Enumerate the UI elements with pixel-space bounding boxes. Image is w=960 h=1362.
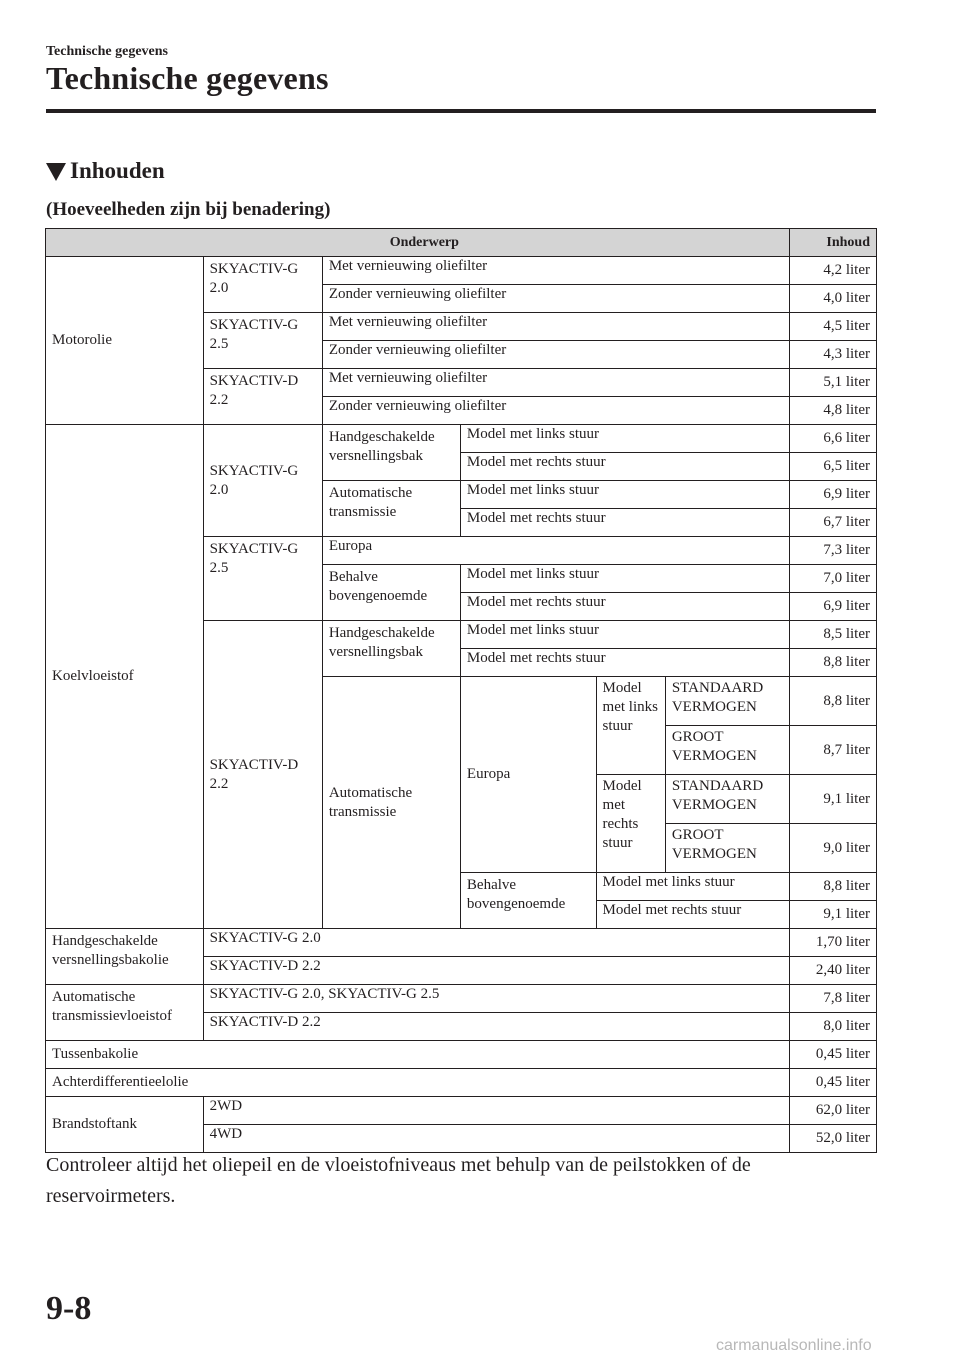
engine-label: SKYACTIV-G 2.5 — [203, 313, 322, 369]
header-rule — [46, 109, 876, 113]
manual-trans-oil-label: Handgeschakelde versnellingsbakolie — [46, 929, 204, 985]
capacity-value: 8,8 liter — [789, 677, 876, 726]
capacity-value: 6,6 liter — [789, 425, 876, 453]
capacity-value: 7,3 liter — [789, 537, 876, 565]
dipstick-note: Controleer altijd het oliepeil en de vloeistofniveaus met behulp van de peilstokken of de reservoirmeters. — [46, 1154, 751, 1207]
row-label: 4WD — [203, 1125, 789, 1153]
capacities-table — [45, 228, 877, 1153]
row-label: Model met rechts stuur — [460, 509, 789, 537]
capacity-value: 4,8 liter — [789, 397, 876, 425]
capacity-value: 7,8 liter — [789, 985, 876, 1013]
table-row — [46, 257, 877, 285]
capacity-value: 0,45 liter — [789, 1069, 876, 1097]
capacity-value: 8,8 liter — [789, 649, 876, 677]
row-label: Model met links stuur — [460, 565, 789, 593]
row-label: Zonder vernieuwing oliefilter — [322, 285, 789, 313]
row-label: SKYACTIV-G 2.0, SKYACTIV-G 2.5 — [203, 985, 789, 1013]
power-label: STANDAARD VERMOGEN — [665, 677, 789, 726]
capacity-value: 4,0 liter — [789, 285, 876, 313]
row-label: Zonder vernieuwing oliefilter — [322, 397, 789, 425]
row-label: Zonder vernieuwing oliefilter — [322, 341, 789, 369]
capacity-value: 4,3 liter — [789, 341, 876, 369]
steering-label: Model met links stuur — [596, 677, 665, 775]
chapter-title: Technische gegevens — [46, 60, 329, 96]
row-label: Met vernieuwing oliefilter — [322, 369, 789, 397]
section-subtitle: (Hoeveelheden zijn bij benadering) — [46, 199, 331, 220]
transmission-label: Automatische transmissie — [322, 677, 460, 929]
capacity-value: 5,1 liter — [789, 369, 876, 397]
power-label: GROOT VERMOGEN — [665, 824, 789, 873]
capacity-value: 2,40 liter — [789, 957, 876, 985]
watermark: carmanualsonline.info — [716, 1337, 872, 1354]
section-title — [46, 158, 165, 184]
row-label: Model met rechts stuur — [460, 593, 789, 621]
header-item: Onderwerp — [46, 229, 790, 257]
engine-label: SKYACTIV-G 2.5 — [203, 537, 322, 621]
table-row — [46, 985, 877, 1013]
capacity-value: 4,5 liter — [789, 313, 876, 341]
row-label: Model met rechts stuur — [596, 901, 789, 929]
transmission-label: Handgeschakelde versnellingsbak — [322, 425, 460, 481]
table-row — [46, 1097, 877, 1125]
coolant-label: Koelvloeistof — [46, 425, 204, 929]
transfer-oil-label: Tussenbakolie — [46, 1041, 790, 1069]
capacity-value: 8,8 liter — [789, 873, 876, 901]
transmission-label: Handgeschakelde versnellingsbak — [322, 621, 460, 677]
capacity-value: 4,2 liter — [789, 257, 876, 285]
engine-oil-label: Motorolie — [46, 257, 204, 425]
steering-label: Model met rechts stuur — [596, 775, 665, 873]
rear-diff-oil-label: Achterdifferentieelolie — [46, 1069, 790, 1097]
table-row — [46, 1041, 877, 1069]
market-label: Europa — [460, 677, 596, 873]
transmission-label: Automatische transmissie — [322, 481, 460, 537]
capacity-value: 1,70 liter — [789, 929, 876, 957]
row-label: Model met rechts stuur — [460, 453, 789, 481]
capacity-value: 6,7 liter — [789, 509, 876, 537]
row-label: Model met rechts stuur — [460, 649, 789, 677]
table-row — [46, 929, 877, 957]
section-title-text: Inhouden — [70, 158, 165, 183]
market-label: Behalve bovengenoemde — [460, 873, 596, 929]
row-label: Model met links stuur — [460, 481, 789, 509]
capacity-value: 62,0 liter — [789, 1097, 876, 1125]
row-label: 2WD — [203, 1097, 789, 1125]
triangle-down-icon — [46, 163, 66, 181]
capacity-value: 9,1 liter — [789, 775, 876, 824]
row-label: Met vernieuwing oliefilter — [322, 313, 789, 341]
capacity-value: 9,1 liter — [789, 901, 876, 929]
capacity-value: 6,9 liter — [789, 481, 876, 509]
capacity-value: 6,9 liter — [789, 593, 876, 621]
row-label: SKYACTIV-D 2.2 — [203, 1013, 789, 1041]
running-header: Technische gegevens — [46, 44, 168, 59]
capacity-value: 8,0 liter — [789, 1013, 876, 1041]
capacity-value: 9,0 liter — [789, 824, 876, 873]
row-label: Model met links stuur — [460, 425, 789, 453]
power-label: GROOT VERMOGEN — [665, 726, 789, 775]
row-label: SKYACTIV-D 2.2 — [203, 957, 789, 985]
engine-label: SKYACTIV-G 2.0 — [203, 425, 322, 537]
capacity-value: 8,5 liter — [789, 621, 876, 649]
market-label: Behalve bovengenoemde — [322, 565, 460, 621]
header-capacity: Inhoud — [789, 229, 876, 257]
capacity-value: 8,7 liter — [789, 726, 876, 775]
capacity-value: 6,5 liter — [789, 453, 876, 481]
engine-label: SKYACTIV-D 2.2 — [203, 621, 322, 929]
row-label: Model met links stuur — [596, 873, 789, 901]
table-row — [46, 1069, 877, 1097]
engine-label: SKYACTIV-D 2.2 — [203, 369, 322, 425]
row-label: Model met links stuur — [460, 621, 789, 649]
fuel-tank-label: Brandstoftank — [46, 1097, 204, 1153]
capacity-value: 0,45 liter — [789, 1041, 876, 1069]
capacity-value: 7,0 liter — [789, 565, 876, 593]
row-label: Met vernieuwing oliefilter — [322, 257, 789, 285]
row-label: Europa — [322, 537, 789, 565]
atf-label: Automatische transmissievloeistof — [46, 985, 204, 1041]
table-row — [46, 425, 877, 453]
table-header-row — [46, 229, 877, 257]
capacity-value: 52,0 liter — [789, 1125, 876, 1153]
power-label: STANDAARD VERMOGEN — [665, 775, 789, 824]
row-label: SKYACTIV-G 2.0 — [203, 929, 789, 957]
page-number: 9-8 — [46, 1290, 92, 1327]
engine-label: SKYACTIV-G 2.0 — [203, 257, 322, 313]
